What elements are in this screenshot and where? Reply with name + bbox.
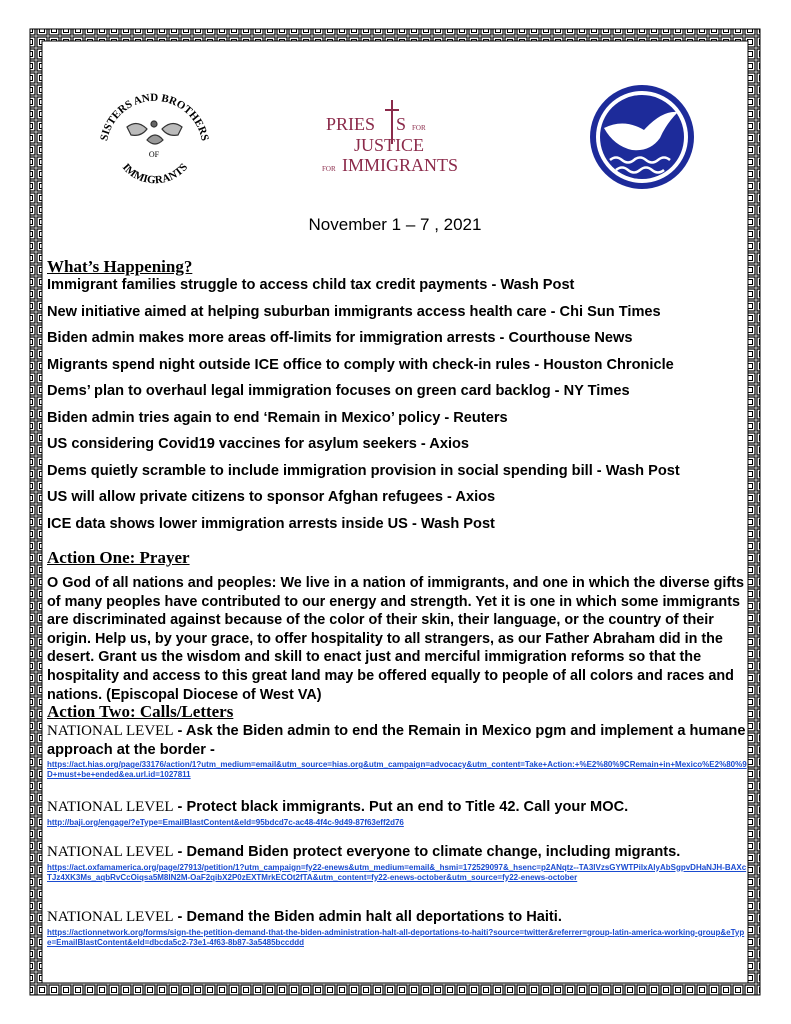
whats-happening-title: What’s Happening? bbox=[47, 257, 193, 276]
action-item bbox=[47, 798, 747, 828]
logo-mid-immigrants: IMMIGRANTS bbox=[342, 155, 459, 175]
action-text: - Demand the Biden admin halt all deportations to Haiti. bbox=[173, 909, 562, 925]
date-range: November 1 – 7 , 2021 bbox=[308, 215, 482, 234]
hands-icon bbox=[127, 121, 182, 144]
level-tag: NATIONAL LEVEL bbox=[47, 909, 174, 925]
action-link[interactable]: https://act.oxfamamerica.org/page/27913/petition/1?utm_campaign=fy22-enews&utm_medium=email&_hsmi=172529097&_hsenc=p2ANqtz--TA3lVzsGYWTPiIxAlyAbSgpvDHaNJH-BAXcTJz4XK3Ms_aqbRvCcOiqsa5M8IN2M-OaF2qibX2P0zEXTMrkECOt2fTA&utm_content=fy22-enews-october&utm_source=fy22-enews-october bbox=[47, 862, 747, 882]
svg-text:IMMIGRANTS bbox=[120, 161, 190, 186]
logo-mid-for-1: FOR bbox=[412, 124, 426, 132]
logo-left-mid-text: OF bbox=[148, 150, 160, 159]
news-list bbox=[47, 276, 747, 541]
priests-for-justice-logo bbox=[312, 88, 472, 188]
dove-waves-logo bbox=[582, 80, 702, 195]
action-text: - Ask the Biden admin to end the Remain in Mexico pgm and implement a humane approach at the border - bbox=[47, 723, 746, 758]
logo-mid-for-2: FOR bbox=[322, 165, 336, 173]
action-item bbox=[47, 843, 747, 883]
news-item[interactable]: Dems’ plan to overhaul legal immigration focuses on green card backlog - NY Times bbox=[47, 383, 630, 399]
level-tag: NATIONAL LEVEL bbox=[47, 844, 174, 860]
logo-mid-priests-b: S bbox=[396, 114, 407, 134]
action-item bbox=[47, 722, 747, 780]
news-item[interactable]: Dems quietly scramble to include immigration provision in social spending bill - Wash Post bbox=[47, 462, 680, 479]
logo-left-top-text: SISTERS AND BROTHERS bbox=[98, 91, 211, 142]
action-two-title: Action Two: Calls/Letters bbox=[47, 702, 234, 721]
sisters-and-brothers-logo bbox=[97, 82, 212, 192]
news-item[interactable]: Migrants spend night outside ICE office to comply with check-in rules - Houston Chronicle bbox=[47, 356, 674, 373]
news-item[interactable]: Immigrant families struggle to access child tax credit payments - Wash Post bbox=[47, 277, 575, 293]
news-item[interactable]: Biden admin tries again to end ‘Remain in Mexico’ policy - Reuters bbox=[47, 409, 508, 426]
logo-left-bottom-text: IMMIGRANTS bbox=[119, 161, 191, 187]
logo-mid-justice: JUSTICE bbox=[354, 135, 425, 155]
prayer-text: O God of all nations and peoples: We live in a nation of immigrants, and one in which the diverse gifts of many peoples have contributed to our energy and strength. Yet it is one in which some immigrants are discriminated against because of the color of their skin, their language, or the country of their origin. Help us, by your grace, to offer hospitality to all strangers, as our Father Abraham did in the desert. Grant us the wisdom and skill to enact just and merciful immigration reforms so that the hospitality and access to this great land may be offered equally to people of all colors and races and nations. (Episcopal Diocese of West VA) bbox=[47, 575, 744, 703]
news-item[interactable]: New initiative aimed at helping suburban immigrants access health care - Chi Sun Times bbox=[47, 303, 661, 320]
action-item bbox=[47, 908, 747, 948]
action-link[interactable]: https://act.hias.org/page/33176/action/1?utm_medium=email&utm_source=hias.org&utm_campaign=advocacy&utm_content=Take+Action:+%E2%80%9CRemain+in+Mexico%E2%80%9D+must+be+ended&ea.url.id=1027811 bbox=[47, 760, 747, 779]
action-one-title: Action One: Prayer bbox=[47, 548, 190, 567]
action-text: - Demand Biden protect everyone to climate change, including migrants. bbox=[173, 844, 681, 860]
news-item[interactable]: US considering Covid19 vaccines for asylum seekers - Axios bbox=[47, 436, 470, 452]
news-item[interactable]: US will allow private citizens to sponsor Afghan refugees - Axios bbox=[47, 489, 496, 505]
action-text: - Protect black immigrants. Put an end to Title 42. Call your MOC. bbox=[173, 799, 629, 815]
level-tag: NATIONAL LEVEL bbox=[47, 799, 174, 815]
logo-mid-priests-a: PRIES bbox=[326, 114, 376, 134]
news-item[interactable]: ICE data shows lower immigration arrests inside US - Wash Post bbox=[47, 515, 495, 532]
level-tag: NATIONAL LEVEL bbox=[47, 723, 174, 739]
news-item[interactable]: Biden admin makes more areas off-limits for immigration arrests - Courthouse News bbox=[47, 330, 633, 346]
action-link[interactable]: http://baji.org/engage/?eType=EmailBlastContent&eId=95bdcd7c-ac48-4f4c-9d49-87f63eff2d76 bbox=[47, 817, 404, 827]
action-link[interactable]: https://actionnetwork.org/forms/sign-the-petition-demand-that-the-biden-administration-halt-all-deportations-to-haiti?source=twitter&referrer=group-latin-america-working-group&eType=EmailBlastContent&eId=dbcda5c2-73e1-4f63-8b87-3a5485bccddd bbox=[47, 927, 745, 947]
page-content bbox=[42, 40, 748, 984]
